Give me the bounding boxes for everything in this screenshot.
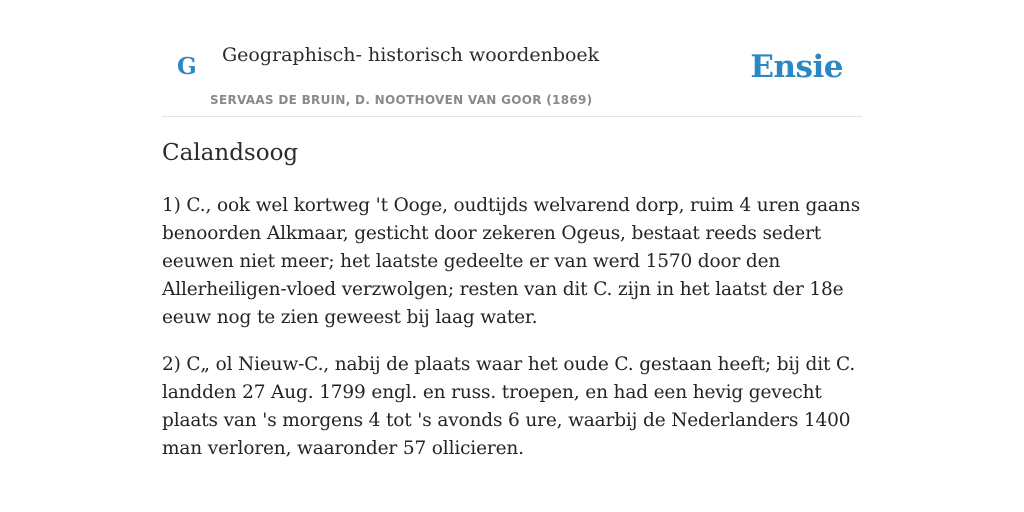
article-page — [162, 0, 862, 459]
entry-body — [162, 192, 862, 482]
ensie-brand-logo[interactable]: Ensie — [750, 49, 843, 85]
dictionary-title-link[interactable]: Geographisch- historisch woordenboek — [222, 44, 600, 66]
dictionary-author: SERVAAS DE BRUIN, D. NOOTHOVEN VAN GOOR (1869) — [210, 93, 593, 107]
entry-paragraph-1: 1) C., ook wel kortweg 't Ooge, oudtijds welvarend dorp, ruim 4 uren gaans benoorden Alkmaar, gesticht door zekeren Ogeus, bestaat reeds sedert eeuwen niet meer; het laatste gedeelte er van werd 1570 door den Allerheiligen-vloed verzwolgen; resten van dit C. zijn in het laatst der 18e eeuw nog te zien geweest bij laag water. — [162, 195, 861, 328]
dictionary-logo-icon[interactable]: G — [177, 53, 197, 80]
entry-paragraph-2: 2) C„ ol Nieuw-C., nabij de plaats waar het oude C. gestaan heeft; bij dit C. landden 27 Aug. 1799 engl. en russ. troepen, en had een hevig gevecht plaats van 's morgens 4 tot 's avonds 6 ure, waarbij de Nederlanders 1400 man verloren, waaronder 57 ollicieren. — [162, 354, 856, 459]
entry-title: Calandsoog — [162, 140, 299, 166]
dictionary-header — [162, 0, 862, 117]
